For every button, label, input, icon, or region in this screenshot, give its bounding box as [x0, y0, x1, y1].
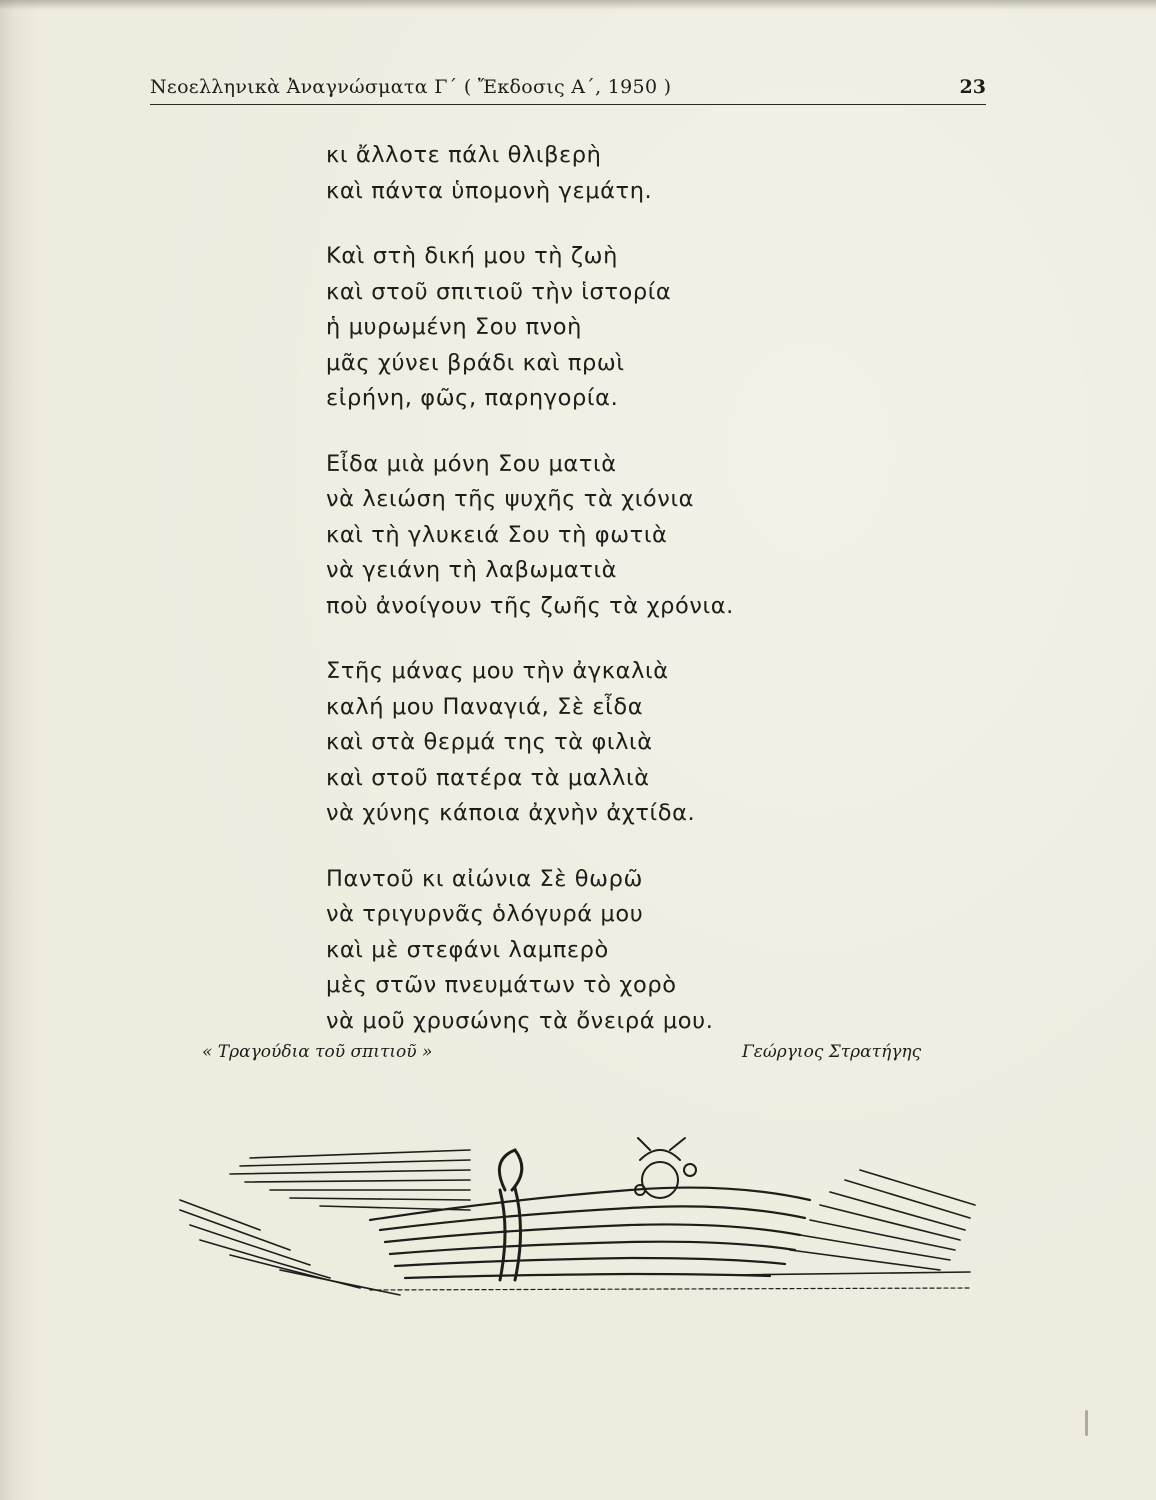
poem-line: ἡ μυρωμένη Σου πνοὴ — [326, 314, 583, 340]
stanza-gap — [326, 209, 886, 239]
stanza — [326, 239, 886, 417]
paper-speck — [1085, 1410, 1088, 1436]
poem-line: καὶ μὲ στεφάνι λαμπερὸ — [326, 936, 609, 963]
stanza-gap — [326, 832, 886, 862]
poem-line: ποὺ ἀνοίγουν τῆς ζωῆς τὰ χρόνια. — [326, 592, 734, 619]
author-name: Γεώργιος Στρατήγης — [742, 1042, 922, 1062]
poem-line: καὶ τὴ γλυκειά Σου τὴ φωτιὰ — [326, 521, 668, 548]
stanza — [326, 654, 886, 832]
stanza — [326, 447, 886, 625]
stanza-gap — [326, 624, 886, 654]
poem-line: καὶ στοῦ πατέρα τὰ μαλλιὰ — [326, 764, 650, 791]
poem-line: μᾶς χύνει βράδι καὶ πρωὶ — [326, 349, 625, 376]
poem-line: καλή μου Παναγιά, Σὲ εἶδα — [326, 693, 644, 720]
poem — [326, 138, 886, 1039]
stanza — [326, 862, 886, 1040]
poem-line: μὲς στῶν πνευμάτων τὸ χορὸ — [326, 972, 677, 998]
poem-line: νὰ λειώση τῆς ψυχῆς τὰ χιόνια — [326, 486, 695, 512]
wheat-sheaf-icon — [170, 1130, 980, 1310]
stanza — [326, 138, 886, 209]
poem-line: Στῆς μάνας μου τὴν ἀγκαλιὰ — [326, 658, 669, 684]
poem-line: εἰρήνη, φῶς, παρηγορία. — [326, 385, 619, 411]
poem-line: καὶ πάντα ὑπομονὴ γεμάτη. — [326, 177, 653, 204]
poem-line: καὶ στοῦ σπιτιοῦ τὴν ἱστορία — [326, 278, 672, 305]
header-title: Νεοελληνικὰ Ἀναγνώσματα Γ΄ ( Ἔκδοσις Α΄, 1950 ) — [150, 76, 672, 98]
poem-line: κι ἄλλοτε πάλι θλιβερὴ — [326, 142, 602, 168]
poem-line: νὰ μοῦ χρυσώνης τὰ ὄνειρά μου. — [326, 1007, 714, 1034]
running-header — [150, 72, 986, 105]
poem-line: Καὶ στὴ δική μου τὴ ζωὴ — [326, 243, 618, 269]
binding-shadow — [0, 0, 1156, 10]
poem-line: νὰ χύνης κάποια ἀχνὴν ἀχτίδα. — [326, 800, 696, 826]
source-citation: « Τραγούδια τοῦ σπιτιοῦ » — [202, 1042, 433, 1062]
stanza-gap — [326, 417, 886, 447]
poem-line: νὰ τριγυρνᾶς ὁλόγυρά μου — [326, 901, 644, 927]
poem-line: καὶ στὰ θερμά της τὰ φιλιὰ — [326, 729, 653, 755]
poem-line: Εἶδα μιὰ μόνη Σου ματιὰ — [326, 450, 617, 477]
poem-line: Παντοῦ κι αἰώνια Σὲ θωρῶ — [326, 865, 643, 892]
page-number: 23 — [959, 76, 986, 98]
poem-line: νὰ γειάνη τὴ λαβωματιὰ — [326, 557, 618, 583]
